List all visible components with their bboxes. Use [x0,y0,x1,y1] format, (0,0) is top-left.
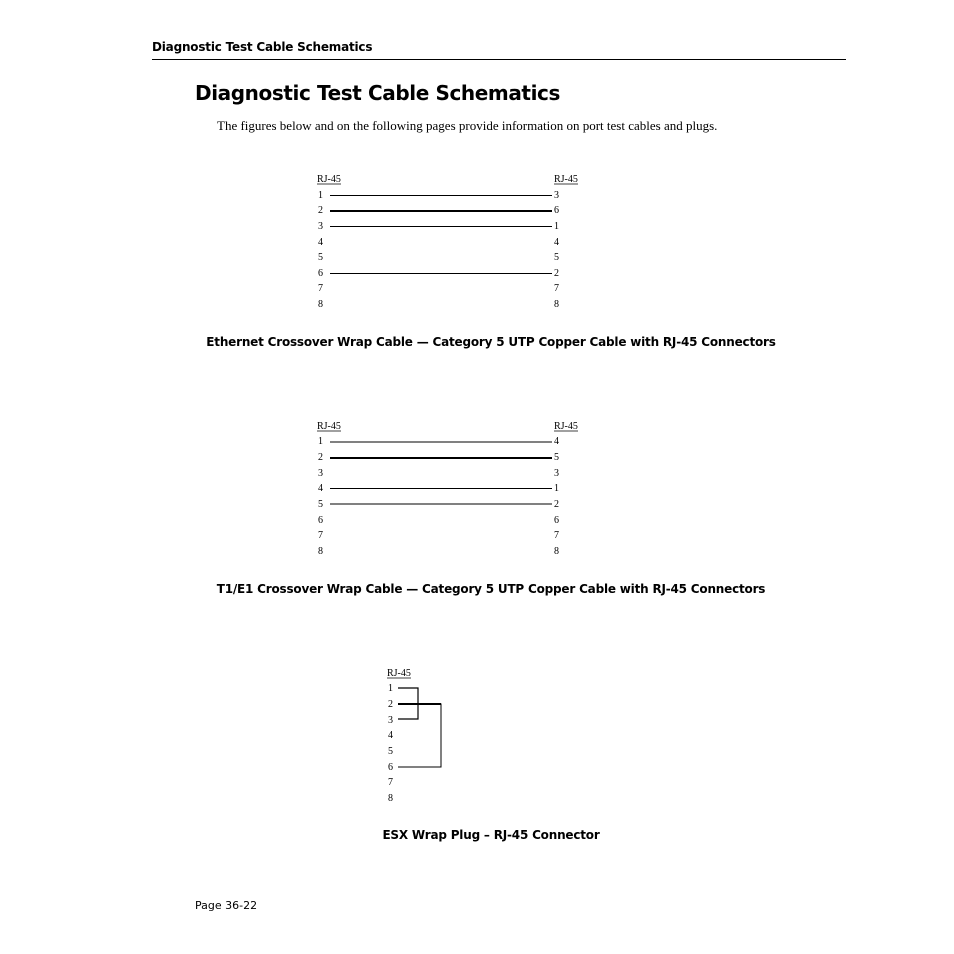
right-pin: 8 [554,299,559,310]
left-pin: 8 [318,546,323,557]
ethernet-crossover-schematic [317,174,578,310]
left-pin: 3 [318,221,323,232]
left-pin: 2 [318,205,323,216]
left-pin: 2 [318,452,323,463]
left-pin: 1 [318,436,323,447]
pin: 7 [388,777,393,788]
right-pin: 2 [554,499,559,510]
left-pin: 1 [318,190,323,201]
left-pin: 4 [318,483,323,494]
right-pin: 1 [554,483,559,494]
left-pin: 6 [318,515,323,526]
left-pin: 5 [318,499,323,510]
right-pin: 3 [554,468,559,479]
right-pin: 5 [554,252,559,263]
right-pin: 8 [554,546,559,557]
pin: 2 [388,699,393,710]
pin: 4 [388,730,393,741]
right-pin: 7 [554,283,559,294]
right-pin: 6 [554,205,559,216]
figure-caption-esx: ESX Wrap Plug – RJ-45 Connector [382,828,600,842]
left-pin: 8 [318,299,323,310]
right-pin: 7 [554,530,559,541]
page-title: Diagnostic Test Cable Schematics [195,81,561,105]
right-connector-label: RJ-45 [554,421,578,432]
pin: 8 [388,793,393,804]
esx-wrap-plug-schematic [387,668,441,804]
left-pin: 7 [318,530,323,541]
right-pin: 2 [554,268,559,279]
figure-caption-ethernet: Ethernet Crossover Wrap Cable — Category 5 UTP Copper Cable with RJ-45 Connectors [206,335,776,349]
left-pin: 3 [318,468,323,479]
right-pin: 3 [554,190,559,201]
page-number: Page 36-22 [195,899,258,912]
intro-paragraph: The figures below and on the following pages provide information on port test cables and plugs. [217,118,718,133]
figure-caption-t1e1: T1/E1 Crossover Wrap Cable — Category 5 UTP Copper Cable with RJ-45 Connectors [216,582,766,596]
right-pin: 4 [554,237,559,248]
running-header: Diagnostic Test Cable Schematics [152,40,373,54]
left-pin: 4 [318,237,323,248]
left-connector-label: RJ-45 [317,421,341,432]
left-connector-label: RJ-45 [317,174,341,185]
right-pin: 6 [554,515,559,526]
right-pin: 1 [554,221,559,232]
pin: 1 [388,683,393,694]
loopback-wire-2-6 [398,704,441,767]
right-connector-label: RJ-45 [554,174,578,185]
left-pin: 5 [318,252,323,263]
pin: 3 [388,715,393,726]
left-pin: 7 [318,283,323,294]
right-pin: 5 [554,452,559,463]
right-pin: 4 [554,436,559,447]
connector-label: RJ-45 [387,668,411,679]
t1e1-crossover-schematic [317,421,578,557]
pin: 6 [388,762,393,773]
left-pin: 6 [318,268,323,279]
pin: 5 [388,746,393,757]
